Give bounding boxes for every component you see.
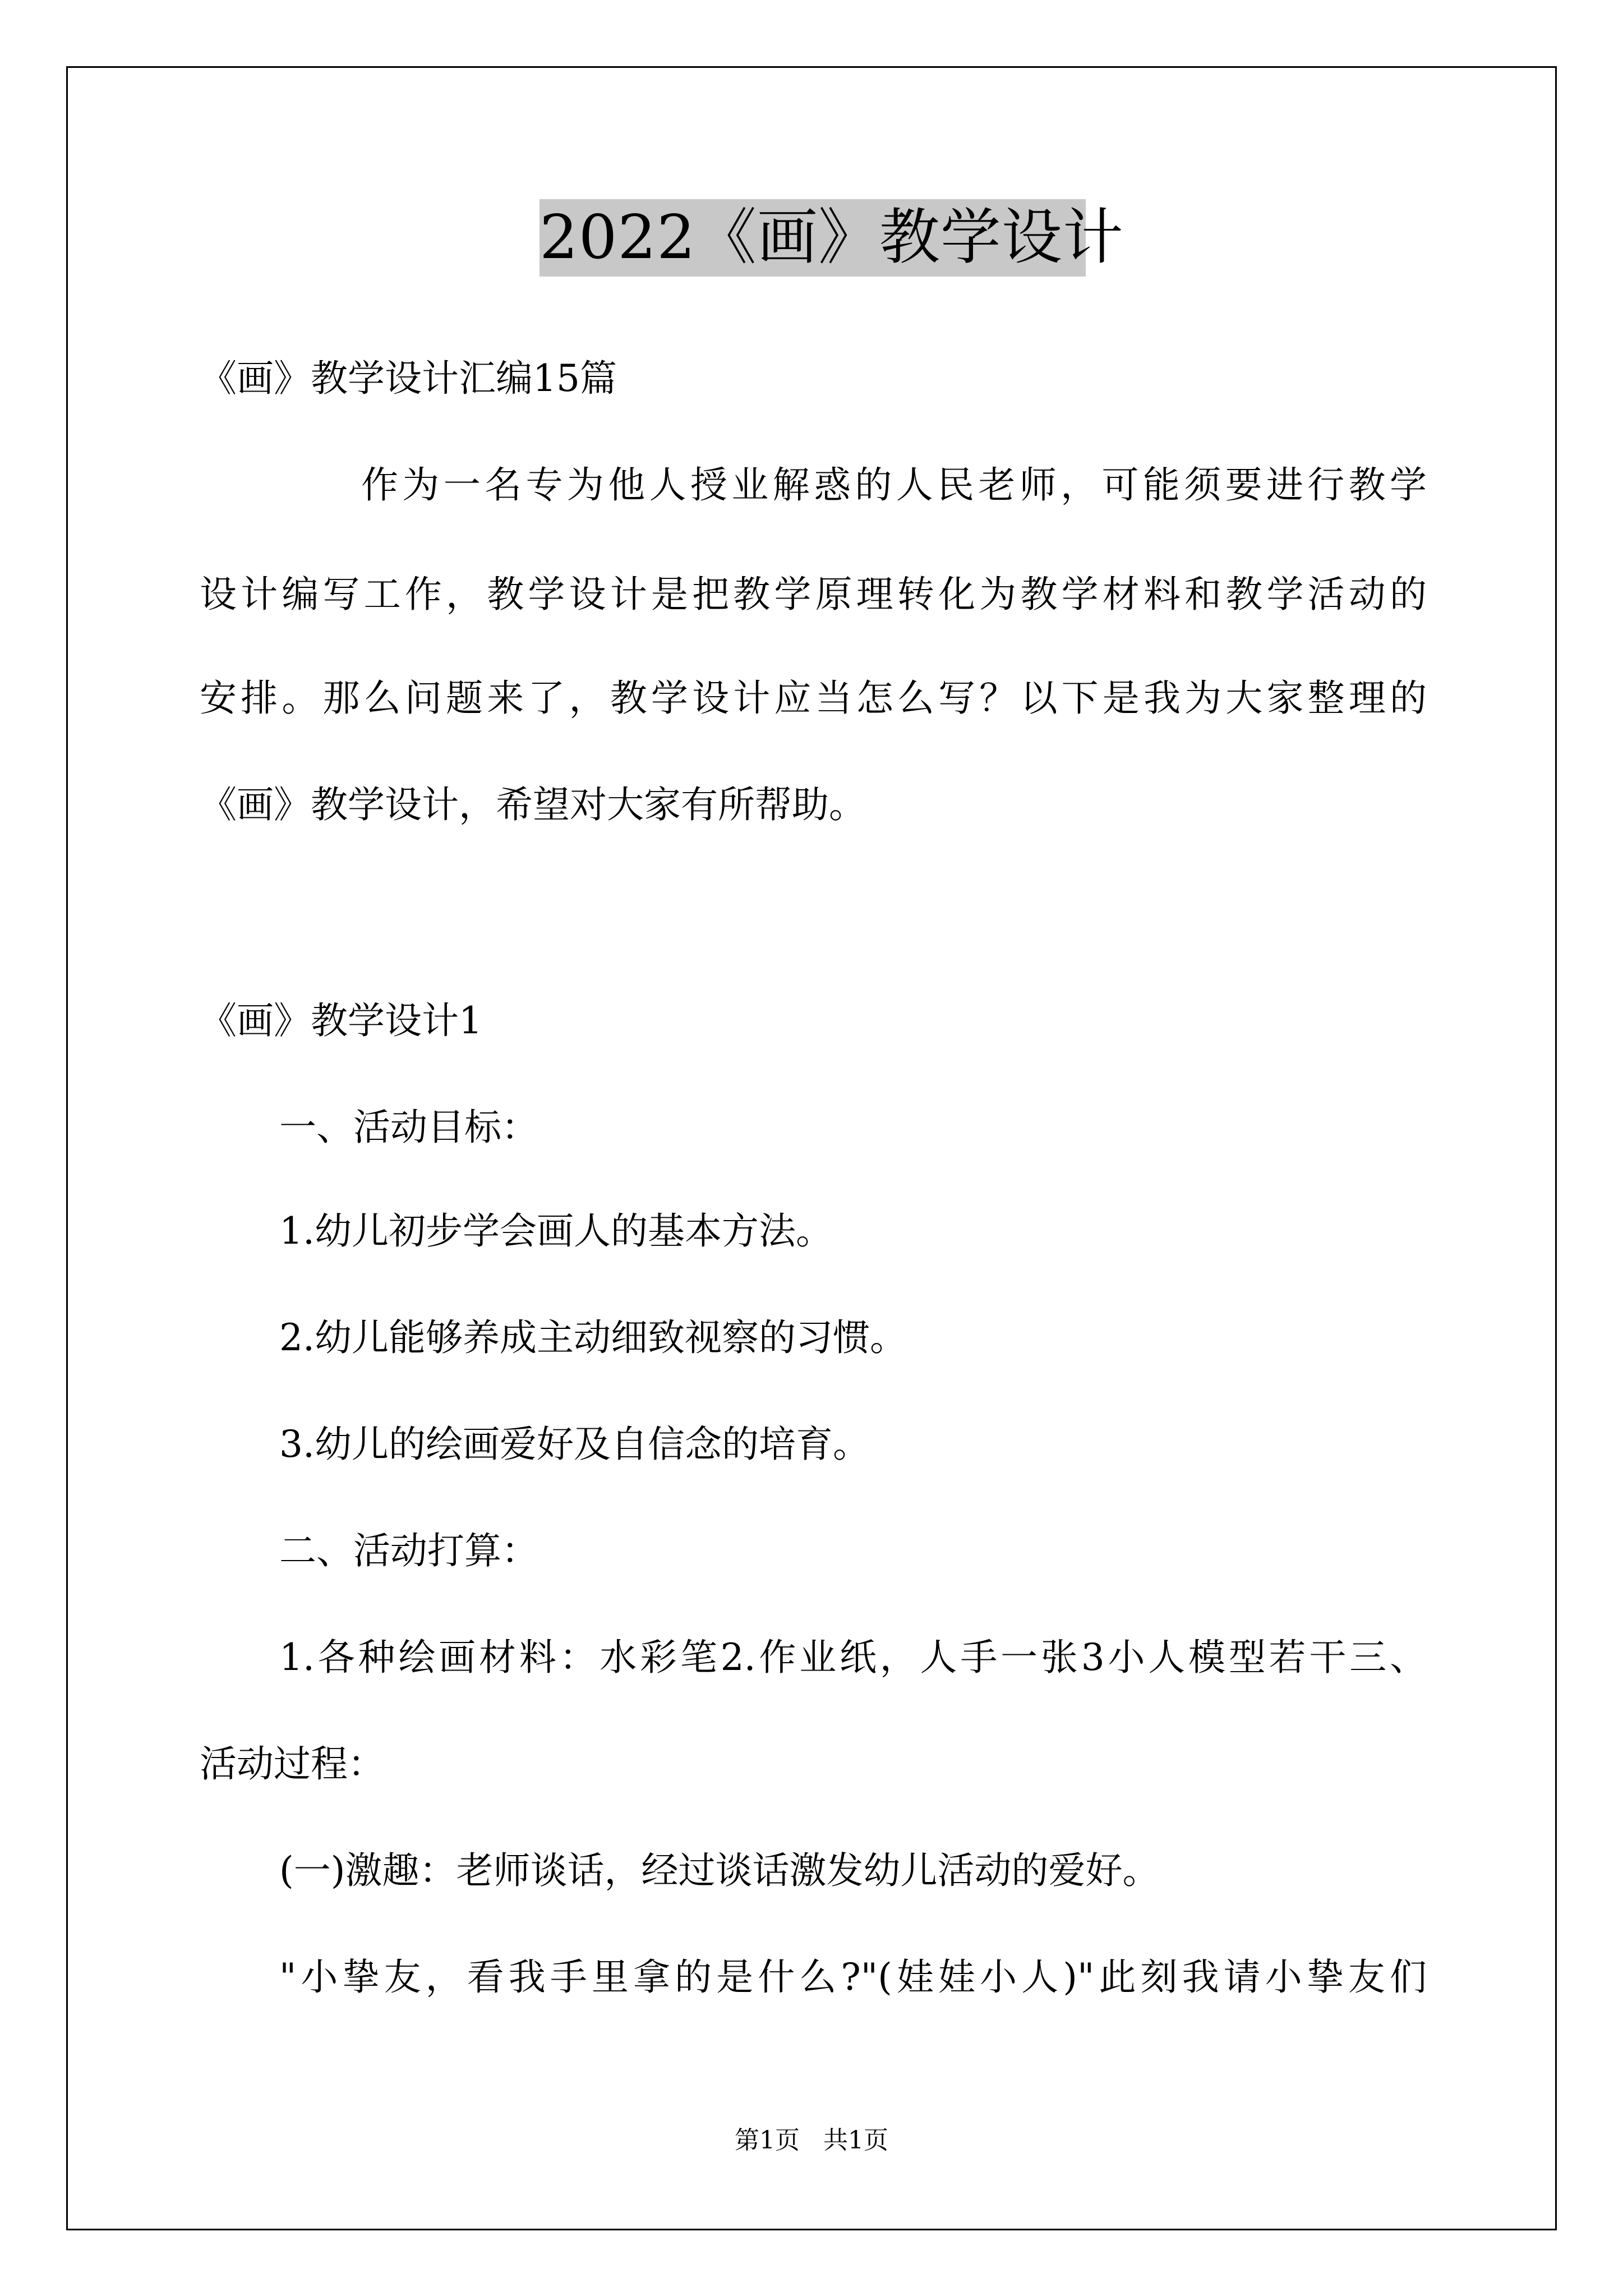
intro-paragraph-line-1: 作为一名专为他人授业解惑的人民老师，可能须要进行教学 [361,463,1427,507]
document-subtitle: 《画》教学设计汇编15篇 [200,357,617,400]
page-footer: 第1页 共1页 [735,2126,888,2155]
prep-heading: 二、活动打算： [279,1529,538,1572]
prep-line-1: 1.各种绘画材料：水彩笔2.作业纸，人手一张3小人模型若干三、 [279,1636,1427,1679]
quote-line: "小挚友，看我手里拿的是什么?"(娃娃小人)"此刻我请小挚友们 [279,1955,1427,1999]
goal-heading: 一、活动目标： [279,1106,538,1149]
goal-item-2: 2.幼儿能够养成主动细致视察的习惯。 [279,1316,907,1359]
goal-item-3: 3.幼儿的绘画爱好及自信念的培育。 [279,1423,870,1466]
document-title: 2022《画》教学设计 [540,199,1086,277]
intro-paragraph-line-4: 《画》教学设计，希望对大家有所帮助。 [200,783,866,826]
intro-paragraph-line-3: 安排。那么问题来了，教学设计应当怎么写？以下是我为大家整理的 [200,677,1427,720]
prep-line-2: 活动过程： [200,1742,385,1786]
section-heading: 《画》教学设计1 [200,999,482,1042]
goal-item-1: 1.幼儿初步学会画人的基本方法。 [279,1209,833,1253]
step-1: (一)激趣：老师谈话，经过谈话激发幼儿活动的爱好。 [279,1849,1160,1892]
intro-paragraph-line-2: 设计编写工作，教学设计是把教学原理转化为教学材料和教学活动的 [200,573,1427,616]
